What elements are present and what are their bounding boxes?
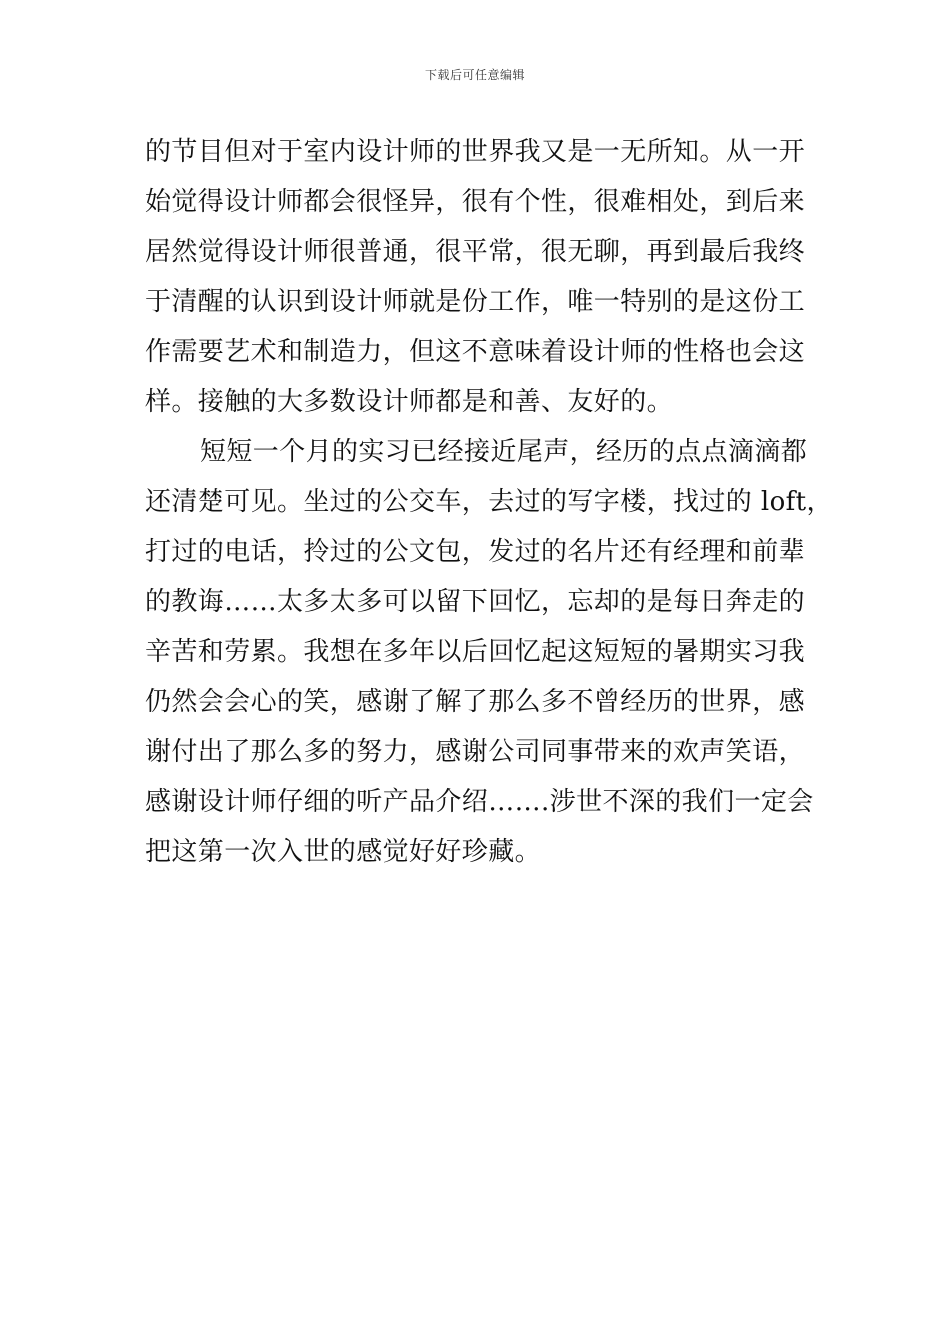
- text-line: 感谢设计师仔细的听产品介绍…….涉世不深的我们一定会: [145, 787, 814, 817]
- text-line: 于清醒的认识到设计师就是份工作，唯一特别的是这份工: [145, 287, 806, 317]
- text-line: 的教诲……太多太多可以留下回忆，忘却的是每日奔走的: [145, 587, 806, 617]
- paragraph-start-line: 短短一个月的实习已经接近尾声，经历的点点滴滴都: [200, 437, 808, 467]
- text-line: 始觉得设计师都会很怪异，很有个性，很难相处，到后来: [145, 187, 806, 217]
- text-line: 样。接触的大多数设计师都是和善、友好的。: [145, 387, 674, 417]
- text-line: 打过的电话，拎过的公文包，发过的名片还有经理和前辈: [145, 537, 806, 567]
- text-line: 谢付出了那么多的努力，感谢公司同事带来的欢声笑语，: [145, 737, 806, 767]
- header-note: 下载后可任意编辑: [424, 68, 525, 82]
- text-line: 把这第一次入世的感觉好好珍藏。: [145, 837, 542, 867]
- text-line: 居然觉得设计师很普通，很平常，很无聊，再到最后我终: [145, 237, 806, 267]
- text-line: 的节目但对于室内设计师的世界我又是一无所知。从一开: [145, 137, 806, 167]
- text-line: 仍然会会心的笑，感谢了解了那么多不曾经历的世界，感: [145, 687, 806, 717]
- text-line: 作需要艺术和制造力，但这不意味着设计师的性格也会这: [145, 337, 806, 367]
- text-line: 还清楚可见。坐过的公交车，去过的写字楼，找过的 loft，: [145, 487, 833, 517]
- text-line: 辛苦和劳累。我想在多年以后回忆起这短短的暑期实习我: [145, 637, 806, 667]
- document-body: [145, 127, 833, 877]
